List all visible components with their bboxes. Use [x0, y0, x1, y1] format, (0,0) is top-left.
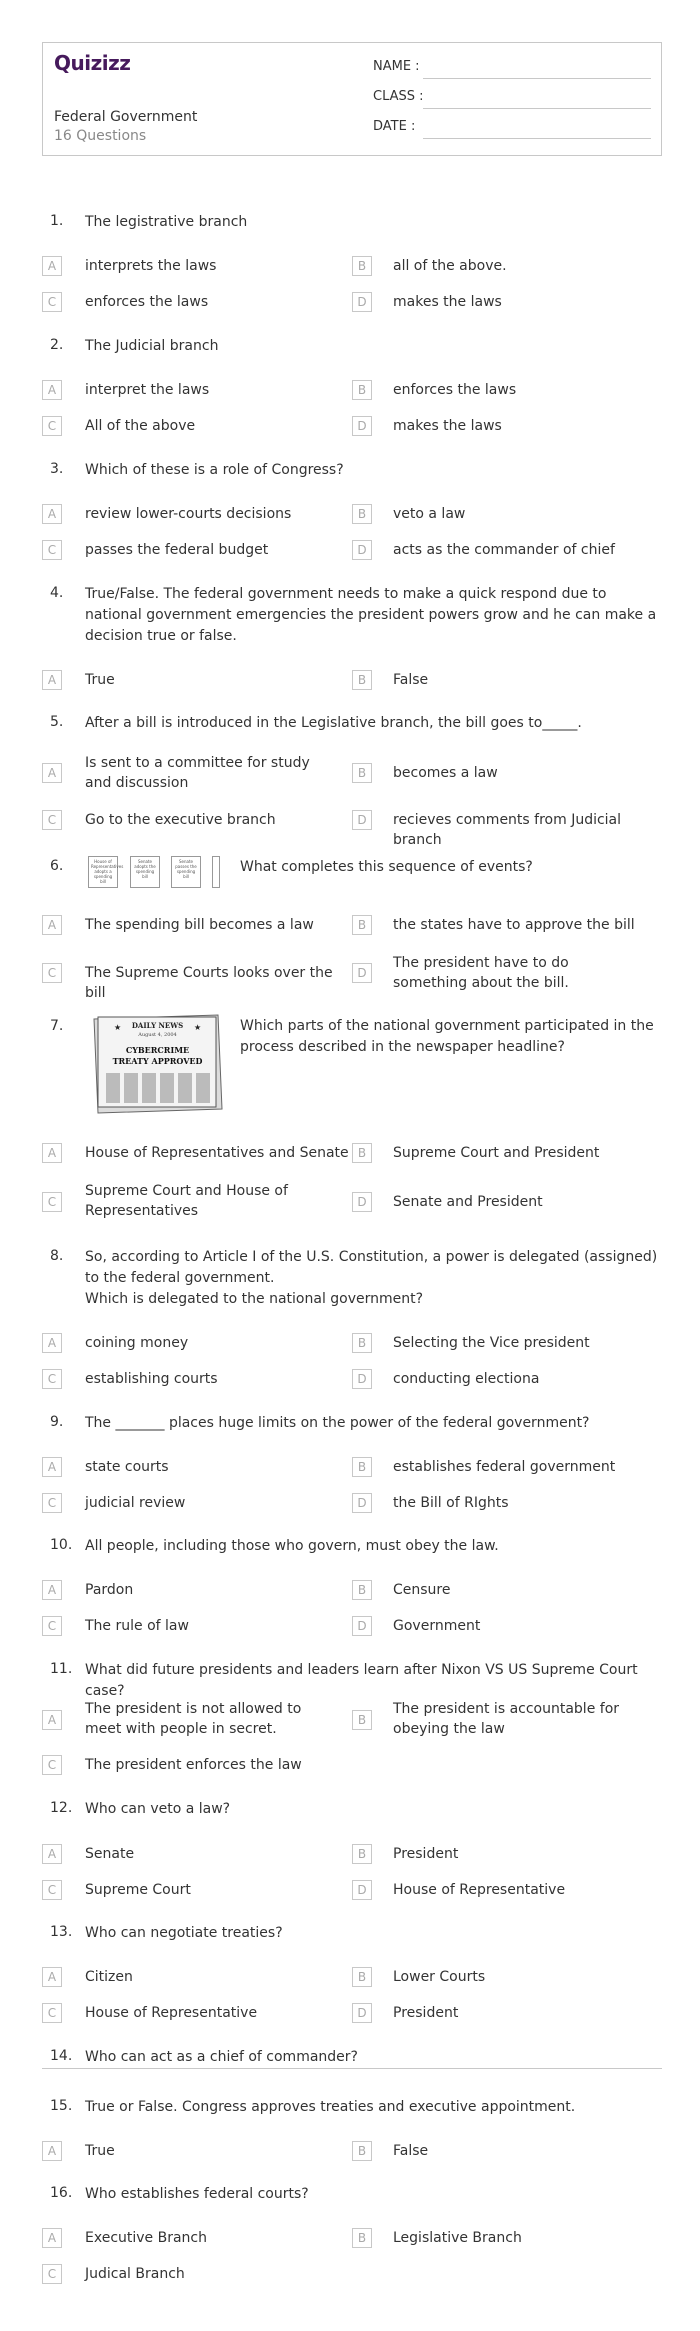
option-badge-d[interactable]: D [352, 1192, 372, 1212]
option-badge-d[interactable]: D [352, 292, 372, 312]
option-text-c[interactable]: The Supreme Courts looks over the bill [85, 965, 333, 1001]
option-badge-b[interactable]: B [352, 504, 372, 524]
question-number: 12. [50, 1800, 73, 1816]
option-badge-b[interactable]: B [352, 1580, 372, 1600]
option-badge-a[interactable]: A [42, 2141, 62, 2161]
option-text-a[interactable]: Citizen [85, 1969, 133, 1985]
name-label: NAME : [373, 59, 420, 74]
option-text-a[interactable]: interpret the laws [85, 382, 210, 398]
star-icon: ★ [194, 1023, 202, 1032]
question-number: 14. [50, 2048, 73, 2064]
option-text-c[interactable]: establishing courts [85, 1371, 218, 1387]
option-text-b[interactable]: the states have to approve the bill [393, 917, 635, 933]
option-badge-a[interactable]: A [42, 1143, 62, 1163]
option-badge-b[interactable]: B [352, 2228, 372, 2248]
option-badge-a[interactable]: A [42, 1967, 62, 1987]
option-text-d[interactable]: The president have to do something about the bill. [393, 955, 569, 991]
question-number: 7. [50, 1018, 64, 1034]
option-badge-a[interactable]: A [42, 1457, 62, 1477]
option-badge-b[interactable]: B [352, 1710, 372, 1730]
option-text-a[interactable]: House of Representatives and Senate [85, 1145, 349, 1161]
option-badge-c[interactable]: C [42, 292, 62, 312]
option-badge-d[interactable]: D [352, 1616, 372, 1636]
option-badge-b[interactable]: B [352, 670, 372, 690]
option-text-c[interactable]: The president enforces the law [85, 1757, 302, 1773]
name-line [423, 78, 651, 79]
option-badge-c[interactable]: C [42, 1880, 62, 1900]
class-field[interactable] [373, 89, 651, 109]
sequence-image-blank [212, 856, 220, 888]
option-badge-d[interactable]: D [352, 416, 372, 436]
worksheet-title: Federal Government [54, 109, 198, 125]
option-text-d[interactable]: House of Representative [393, 1882, 566, 1898]
option-badge-c[interactable]: C [42, 810, 62, 830]
question-number: 16. [50, 2185, 73, 2201]
option-text-b[interactable]: Selecting the Vice president [393, 1335, 590, 1351]
option-text-d[interactable]: Senate and President [393, 1194, 543, 1210]
option-badge-a[interactable]: A [42, 504, 62, 524]
option-text-d[interactable]: conducting electiona [393, 1371, 540, 1387]
option-badge-d[interactable]: D [352, 810, 372, 830]
question-text: Who can veto a law? [85, 1801, 231, 1817]
option-text-a[interactable]: Pardon [85, 1582, 134, 1598]
sequence-image-1: House of Representatives adopts a spending bill [88, 856, 118, 888]
question-number: 13. [50, 1924, 73, 1940]
question-text: Who can act as a chief of commander? [85, 2049, 358, 2065]
option-text-c[interactable]: Supreme Court [85, 1882, 191, 1898]
option-text-d[interactable]: acts as the commander of chief [393, 542, 615, 558]
option-badge-b[interactable]: B [352, 1333, 372, 1353]
class-label: CLASS : [373, 89, 424, 104]
quizizz-logo: Quizizz [54, 51, 131, 75]
option-badge-b[interactable]: B [352, 2141, 372, 2161]
newspaper-headline-2: TREATY APPROVED [112, 1056, 203, 1066]
question-text: So, according to Article I of the U.S. Constitution, a power is delegated (assigned) to the federal government. [85, 1249, 658, 1286]
option-text-a[interactable]: Senate [85, 1846, 135, 1862]
option-text-b[interactable]: Supreme Court and President [393, 1145, 600, 1161]
option-badge-b[interactable]: B [352, 256, 372, 276]
sequence-image-3: Senate passes the spending bill [171, 856, 201, 888]
option-text-d[interactable]: makes the laws [393, 294, 502, 310]
option-badge-c[interactable]: C [42, 1192, 62, 1212]
option-text-a[interactable]: Is sent to a committee for study and discussion [85, 755, 310, 791]
option-text-b[interactable]: False [393, 672, 429, 688]
option-badge-d[interactable]: D [352, 540, 372, 560]
option-text-c[interactable]: enforces the laws [85, 294, 209, 310]
option-badge-b[interactable]: B [352, 1143, 372, 1163]
question-number: 1. [50, 213, 64, 229]
option-badge-d[interactable]: D [352, 1493, 372, 1513]
option-text-a[interactable]: interprets the laws [85, 258, 217, 274]
option-text-a[interactable]: review lower-courts decisions [85, 506, 292, 522]
question-text: What did future presidents and leaders learn after Nixon VS US Supreme Court case? [85, 1662, 638, 1699]
divider [42, 2068, 662, 2069]
option-text-d[interactable]: recieves comments from Judicial branch [393, 812, 622, 848]
option-badge-b[interactable]: B [352, 763, 372, 783]
option-badge-c[interactable]: C [42, 2003, 62, 2023]
option-text-c[interactable]: Supreme Court and House of Representatives [85, 1183, 288, 1219]
option-text-a[interactable]: The spending bill becomes a law [85, 917, 314, 933]
question-text: True or False. Congress approves treaties and executive appointment. [85, 2099, 576, 2115]
option-badge-c[interactable]: C [42, 2264, 62, 2284]
question-text: What completes this sequence of events? [240, 859, 533, 875]
option-text-c[interactable]: The rule of law [85, 1618, 189, 1634]
question-text: The legistrative branch [85, 214, 248, 230]
option-badge-a[interactable]: A [42, 1844, 62, 1864]
question-number: 8. [50, 1248, 64, 1264]
option-text-c[interactable]: House of Representative [85, 2005, 258, 2021]
option-text-d[interactable]: President [393, 2005, 459, 2021]
option-badge-b[interactable]: B [352, 380, 372, 400]
worksheet-header [42, 42, 662, 156]
option-badge-b[interactable]: B [352, 1457, 372, 1477]
option-text-c[interactable]: judicial review [85, 1495, 186, 1511]
date-line [423, 138, 651, 139]
option-text-c[interactable]: Judical Branch [85, 2266, 185, 2282]
option-badge-a[interactable]: A [42, 915, 62, 935]
option-text-b[interactable]: President [393, 1846, 459, 1862]
option-text-b[interactable]: becomes a law [393, 765, 498, 781]
question-number: 3. [50, 461, 64, 477]
option-badge-a[interactable]: A [42, 2228, 62, 2248]
option-badge-c[interactable]: C [42, 1755, 62, 1775]
date-label: DATE : [373, 119, 416, 134]
question-number: 15. [50, 2098, 73, 2114]
option-badge-a[interactable]: A [42, 763, 62, 783]
question-number: 9. [50, 1414, 64, 1430]
option-badge-b[interactable]: B [352, 915, 372, 935]
option-badge-c[interactable]: C [42, 1616, 62, 1636]
option-text-b[interactable]: all of the above. [393, 258, 507, 274]
question-text: Who establishes federal courts? [85, 2186, 309, 2202]
option-text-a[interactable]: The president is not allowed to meet with people in secret. [85, 1701, 302, 1737]
option-text-b[interactable]: Legislative Branch [393, 2230, 522, 2246]
question-number: 4. [50, 585, 64, 601]
option-text-b[interactable]: Lower Courts [393, 1969, 486, 1985]
question-number: 11. [50, 1661, 73, 1677]
option-text-b[interactable]: establishes federal government [393, 1459, 616, 1475]
option-badge-c[interactable]: C [42, 416, 62, 436]
newspaper-headline-1: CYBERCRIME [125, 1045, 190, 1055]
option-badge-c[interactable]: C [42, 540, 62, 560]
question-number: 6. [50, 858, 64, 874]
question-number: 10. [50, 1537, 73, 1553]
option-badge-b[interactable]: B [352, 1967, 372, 1987]
question-text: After a bill is introduced in the Legislative branch, the bill goes to_____. [85, 715, 582, 731]
option-text-b[interactable]: Censure [393, 1582, 451, 1598]
option-badge-a[interactable]: A [42, 1333, 62, 1353]
option-badge-a[interactable]: A [42, 256, 62, 276]
question-number: 2. [50, 337, 64, 353]
question-text: True/False. The federal government needs to make a quick respond due to national government emergencies the president powers grow and he can make a decision true or false. [85, 586, 657, 644]
option-badge-a[interactable]: A [42, 1580, 62, 1600]
option-text-a[interactable]: Executive Branch [85, 2230, 207, 2246]
class-line [423, 108, 651, 109]
question-text: All people, including those who govern, must obey the law. [85, 1538, 499, 1554]
question-text: The _______ places huge limits on the power of the federal government? [85, 1415, 590, 1431]
question-text-2: Which is delegated to the national government? [85, 1291, 424, 1307]
option-text-d[interactable]: the Bill of RIghts [393, 1495, 509, 1511]
question-text: The Judicial branch [85, 338, 219, 354]
option-badge-c[interactable]: C [42, 1369, 62, 1389]
option-text-b[interactable]: The president is accountable for obeying the law [393, 1701, 620, 1737]
newspaper-image [90, 1013, 225, 1116]
sequence-image-2: Senate adopts the spending bill [130, 856, 160, 888]
date-field[interactable] [373, 119, 651, 139]
question-text: Who can negotiate treaties? [85, 1925, 283, 1941]
option-text-b[interactable]: False [393, 2143, 429, 2159]
option-badge-c[interactable]: C [42, 1493, 62, 1513]
option-text-a[interactable]: True [85, 672, 115, 688]
option-badge-d[interactable]: D [352, 1369, 372, 1389]
newspaper-date: August 4, 2004 [138, 1032, 177, 1038]
option-text-a[interactable]: state courts [85, 1459, 169, 1475]
option-text-a[interactable]: coining money [85, 1335, 189, 1351]
question-number: 5. [50, 714, 64, 730]
option-text-c[interactable]: Go to the executive branch [85, 812, 276, 828]
option-text-d[interactable]: Government [393, 1618, 481, 1634]
newspaper-masthead: DAILY NEWS [131, 1021, 184, 1030]
option-badge-d[interactable]: D [352, 2003, 372, 2023]
option-badge-a[interactable]: A [42, 380, 62, 400]
question-count: 16 Questions [54, 128, 147, 144]
option-text-a[interactable]: True [85, 2143, 115, 2159]
option-text-b[interactable]: veto a law [393, 506, 466, 522]
question-text: Which parts of the national government participated in the process described in the newspaper headline? [240, 1018, 654, 1055]
option-text-d[interactable]: makes the laws [393, 418, 502, 434]
option-badge-d[interactable]: D [352, 963, 372, 983]
option-badge-d[interactable]: D [352, 1880, 372, 1900]
option-text-c[interactable]: All of the above [85, 418, 196, 434]
option-badge-a[interactable]: A [42, 1710, 62, 1730]
option-badge-b[interactable]: B [352, 1844, 372, 1864]
star-icon: ★ [114, 1023, 122, 1032]
option-text-b[interactable]: enforces the laws [393, 382, 517, 398]
option-text-c[interactable]: passes the federal budget [85, 542, 269, 558]
question-text: Which of these is a role of Congress? [85, 462, 344, 478]
option-badge-a[interactable]: A [42, 670, 62, 690]
name-field[interactable] [373, 59, 651, 79]
option-badge-c[interactable]: C [42, 963, 62, 983]
